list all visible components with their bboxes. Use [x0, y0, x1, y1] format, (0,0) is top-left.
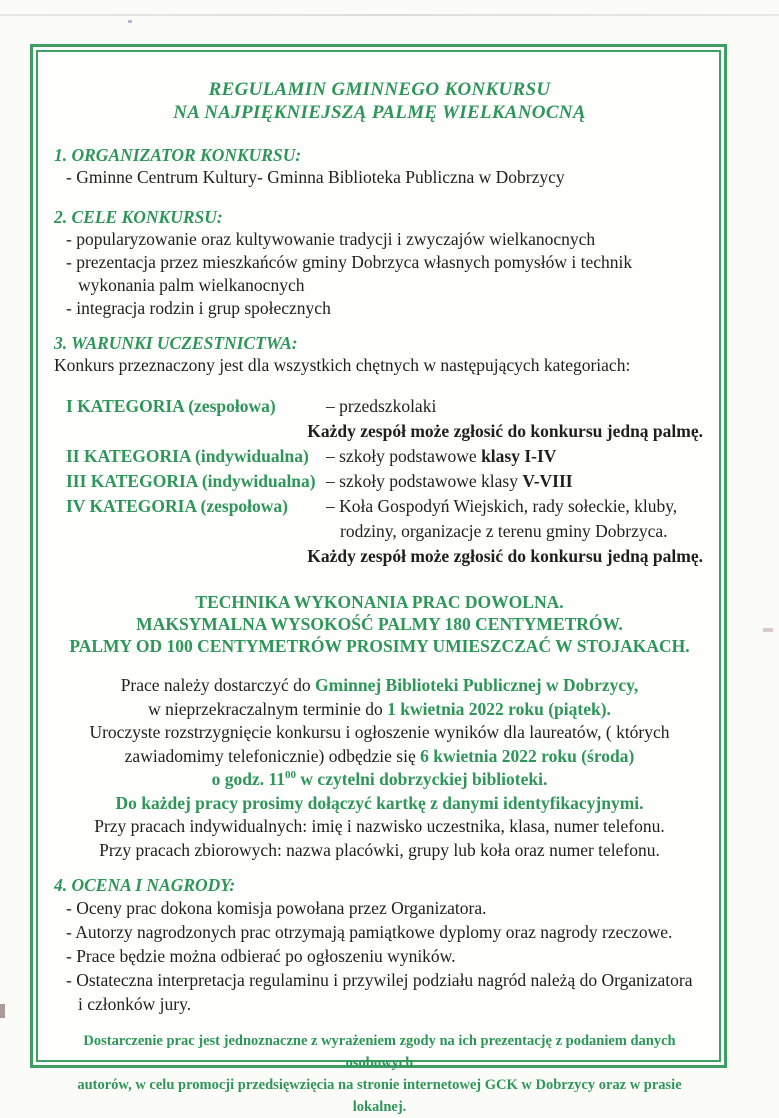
category-1-desc: – przedszkolaki [326, 396, 437, 416]
delivery-line-2-green: 1 kwietnia 2022 roku (piątek). [387, 698, 611, 719]
awards-item-2: - Autorzy nagrodzonych prac otrzymają pamiątkowe dyplomy oraz nagrody rzeczowe. [66, 922, 673, 942]
goals-item-3: - integracja rodzin i grup społecznych [66, 298, 331, 318]
delivery-line-2 [54, 698, 705, 722]
delivery-line-4-green: 6 kwietnia 2022 roku (środa) [420, 745, 635, 766]
category-4-desc-line1: – Koła Gospodyń Wiejskich, rady sołeckie, kluby, [326, 496, 678, 516]
category-row-2 [54, 444, 705, 469]
technique-line-1: TECHNIKA WYKONANIA PRAC DOWOLNA. [195, 592, 564, 612]
document-title [54, 78, 705, 124]
category-4-label: IV KATEGORIA (zespołowa) [66, 496, 289, 516]
category-3-desc [326, 469, 705, 494]
spacer [54, 862, 705, 874]
category-row-1 [54, 394, 705, 419]
spacer [54, 569, 705, 591]
category-3-label: III KATEGORIA (indywidualna) [66, 471, 316, 491]
technique-notice [54, 591, 705, 657]
section-goals-heading: 2. CELE KONKURSU: [54, 207, 223, 227]
team-note-1: Każdy zespół może zgłosić do konkursu jedną palmę. [307, 421, 703, 441]
delivery-line-4-plain: zawiadomimy telefonicznie) odbędzie się [124, 745, 421, 766]
category-row-4 [54, 494, 705, 544]
category-2-desc-bold: klasy I-IV [481, 446, 557, 466]
category-3-desc-plain: – szkoły podstawowe klasy [326, 471, 523, 491]
spacer [54, 189, 705, 206]
awards-item-3: - Prace będzie można odbierać po ogłoszeniu wyników. [66, 946, 456, 966]
delivery-line-7: Przy pracach indywidualnych: imię i nazwisko uczestnika, klasa, numer telefonu. [94, 816, 665, 836]
category-1-label: I KATEGORIA (zespołowa) [66, 396, 276, 416]
spacer [54, 320, 705, 332]
document-title-line1: REGULAMIN GMINNEGO KONKURSU [208, 79, 551, 100]
category-3-desc-bold: V-VIII [522, 471, 573, 491]
participation-intro: Konkurs przeznaczony jest dla wszystkich chętnych w następujących kategoriach: [54, 355, 631, 375]
awards-item-1: - Oceny prac dokona komisja powołana przez Organizatora. [66, 898, 487, 918]
spacer [54, 657, 705, 674]
document-content-area [36, 50, 721, 1115]
delivery-line-1-plain: Prace należy dostarczyć do [120, 675, 316, 695]
delivery-time: o godz. 11 [211, 769, 286, 789]
category-row-3 [54, 469, 705, 494]
spacer [54, 377, 705, 394]
delivery-time-superscript: 00 [285, 769, 297, 782]
scan-artifact-speck [128, 20, 132, 23]
section-participation-heading: 3. WARUNKI UCZESTNICTWA: [54, 333, 298, 353]
goals-item-1: - popularyzowanie oraz kultywowanie tradycji i zwyczajów wielkanocnych [66, 229, 596, 249]
technique-line-2: MAKSYMALNA WYSOKOŚĆ PALMY 180 CENTYMETRÓW. [136, 614, 623, 634]
category-2-desc-plain: – szkoły podstawowe [326, 446, 482, 466]
delivery-line-1 [54, 674, 705, 698]
awards-item-4-line1: - Ostateczna interpretacja regulaminu i przywilej podziału nagród należą do Organizatora [66, 970, 693, 990]
goals-item-2-line2: wykonania palm wielkanocnych [78, 275, 305, 295]
delivery-line-1-green: Gminnej Biblioteki Publicznej w Dobrzycy, [315, 675, 639, 695]
delivery-info [54, 674, 705, 862]
scan-artifact-left-mark [0, 1004, 5, 1018]
category-2-label: II KATEGORIA (indywidualna) [66, 446, 309, 466]
category-4-desc [326, 494, 705, 544]
awards-item-4-line2: i członków jury. [78, 994, 192, 1014]
consent-line-1: Dostarczenie prac jest jednoznaczne z wyrażeniem zgody na ich prezentację z podaniem danych osobowych [83, 1033, 676, 1071]
goals-item-2-line1: - prezentacja przez mieszkańców gminy Dobrzyca własnych pomysłów i technik [66, 252, 633, 272]
delivery-line-2-plain: w nieprzekraczalnym terminie do [148, 698, 388, 719]
delivery-line-3: Uroczyste rozstrzygnięcie konkursu i ogłoszenie wyników dla laureatów, ( których [89, 722, 670, 742]
document-border-frame [30, 44, 727, 1115]
document-title-line2: NA NAJPIĘKNIEJSZĄ PALMĘ WIELKANOCNĄ [173, 102, 586, 123]
technique-line-3: PALMY OD 100 CENTYMETRÓW PROSIMY UMIESZCZAĆ W STOJAKACH. [69, 636, 690, 656]
category-2-desc [326, 444, 705, 469]
consent-notice [54, 1030, 705, 1118]
team-note-2: Każdy zespół może zgłosić do konkursu jedną palmę. [307, 546, 703, 566]
section-organizer-heading: 1. ORGANIZATOR KONKURSU: [54, 145, 302, 165]
scan-artifact-line [0, 14, 779, 16]
consent-line-2: autorów, w celu promocji przedsięwzięcia na stronie internetowej GCK w Dobrzycy oraz w prasie lokalnej. [77, 1077, 682, 1115]
section-awards-heading: 4. OCENA I NAGRODY: [54, 875, 236, 895]
organizer-item: - Gminne Centrum Kultury- Gminna Biblioteka Publiczna w Dobrzycy [66, 167, 565, 187]
delivery-place: w czytelni dobrzyckiej biblioteki. [296, 769, 548, 789]
delivery-line-5 [54, 768, 705, 792]
delivery-line-8: Przy pracach zbiorowych: nazwa placówki, grupy lub koła oraz numer telefonu. [99, 839, 660, 860]
delivery-line-4 [54, 745, 705, 769]
delivery-line-6: Do każdej pracy prosimy dołączyć kartkę z danymi identyfikacyjnymi. [115, 792, 644, 813]
scan-artifact-edge-mark [763, 628, 773, 632]
category-4-desc-line2: rodziny, organizacje z terenu gminy Dobrzyca. [340, 521, 668, 541]
